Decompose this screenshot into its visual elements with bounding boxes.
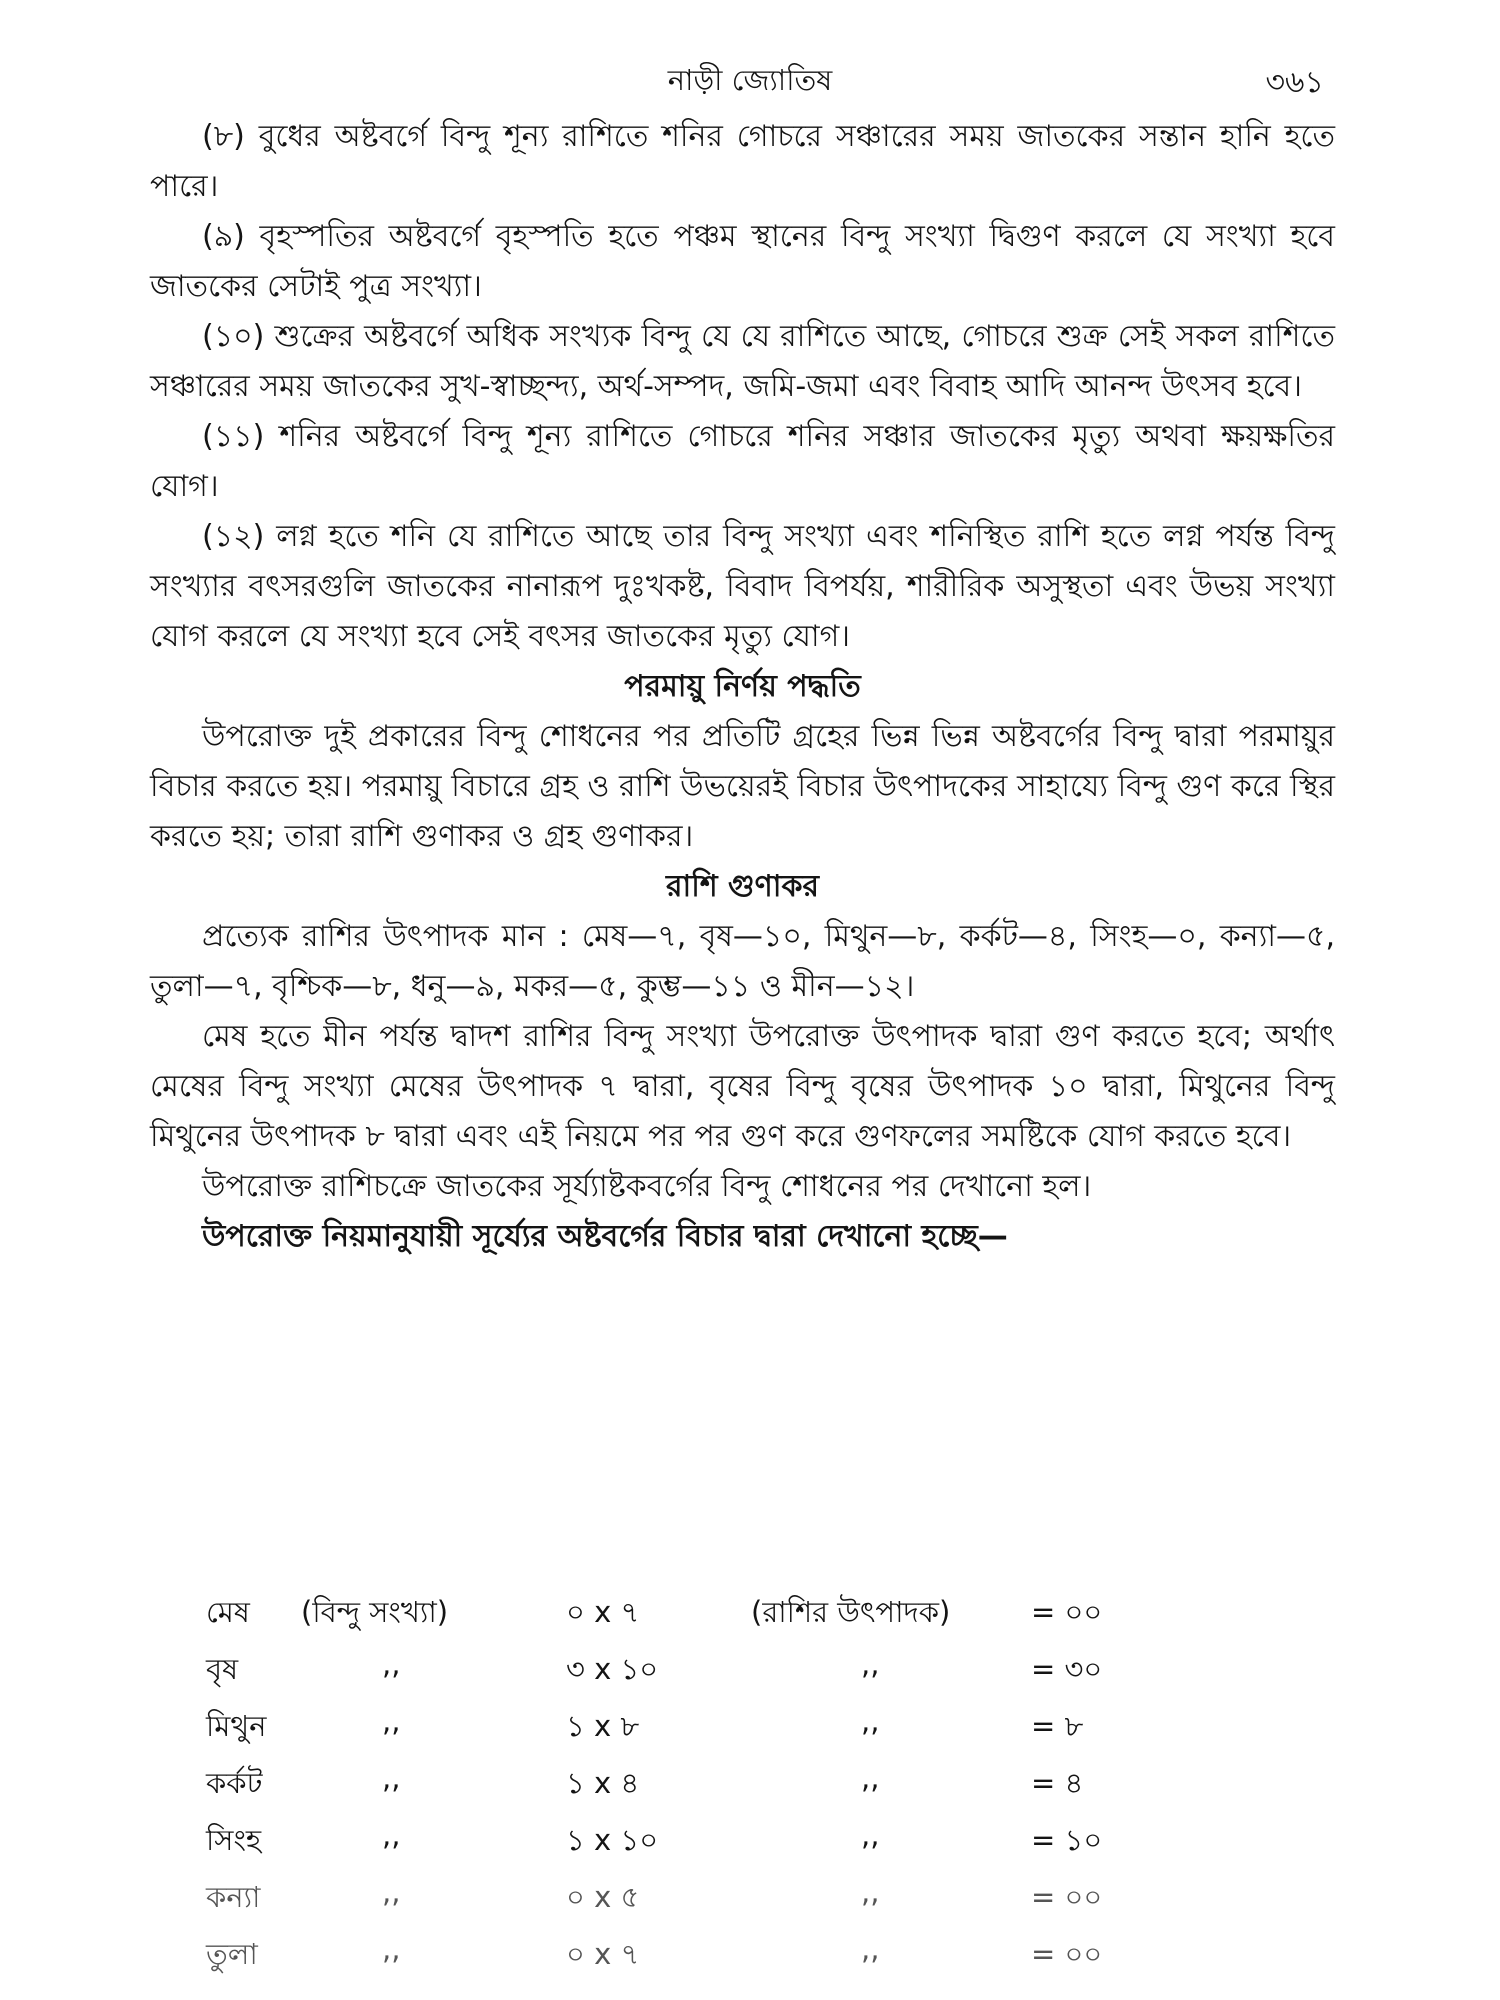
result-value: = ০০	[1031, 1595, 1103, 1629]
result-value: = ১০	[1031, 1823, 1103, 1857]
multiplication: ১ x ৮	[566, 1709, 640, 1743]
bindu-label: (বিন্দু সংখ্যা)	[301, 1595, 449, 1629]
rashi-name: কর্কট	[206, 1766, 263, 1800]
calc-row	[206, 1818, 1156, 1875]
ditto-mark: ,,	[382, 1818, 401, 1852]
multiplication: ০ x ৭	[566, 1937, 640, 1971]
paragraph-10: (১০) শুক্রের অষ্টবর্গে অধিক সংখ্যক বিন্দু যে যে রাশিতে আছে, গোচরে শুক্র সেই সকল রাশিতে সঞ্চারের সময় জাতকের সুখ-স্বাচ্ছন্দ্য, অর্থ-সম্পদ, জমি-জমা এবং বিবাহ আদি আনন্দ উৎসব হবে।	[150, 319, 1335, 404]
rashi-name: বৃষ	[206, 1652, 239, 1686]
paragraph-8: (৮) বুধের অষ্টবর্গে বিন্দু শূন্য রাশিতে শনির গোচরে সঞ্চারের সময় জাতকের সন্তান হানি হতে পারে।	[150, 119, 1335, 204]
result-value: = ৪	[1031, 1766, 1084, 1800]
ditto-mark: ,,	[382, 1647, 401, 1681]
calc-row	[206, 1875, 1156, 1932]
section-heading-paramayu: পরমায়ু নির্ণয় পদ্ধতি	[624, 669, 861, 704]
paragraph-9: (৯) বৃহস্পতির অষ্টবর্গে বৃহস্পতি হতে পঞ্চম স্থানের বিন্দু সংখ্যা দ্বিগুণ করলে যে সংখ্যা হবে জাতকের সেটাই পুত্র সংখ্যা।	[150, 219, 1335, 304]
ditto-mark: ,,	[382, 1761, 401, 1795]
paragraph-paramayu: উপরোক্ত দুই প্রকারের বিন্দু শোধনের পর প্রতিটি গ্রহের ভিন্ন ভিন্ন অষ্টবর্গের বিন্দু দ্বারা পরমায়ুর বিচার করতে হয়। পরমায়ু বিচারে গ্রহ ও রাশি উভয়েরই বিচার উৎপাদকের সাহায্যে বিন্দু গুণ করে স্থির করতে হয়; তারা রাশি গুণাকর ও গ্রহ গুণাকর।	[150, 719, 1335, 854]
calc-row	[206, 1704, 1156, 1761]
result-value: = ০০	[1031, 1937, 1103, 1971]
paragraph-multiply-rule: মেষ হতে মীন পর্যন্ত দ্বাদশ রাশির বিন্দু সংখ্যা উপরোক্ত উৎপাদক দ্বারা গুণ করতে হবে; অর্থাৎ মেষের বিন্দু সংখ্যা মেষের উৎপাদক ৭ দ্বারা, বৃষের বিন্দু বৃষের উৎপাদক ১০ দ্বারা, মিথুনের বিন্দু মিথুনের উৎপাদক ৮ দ্বারা এবং এই নিয়মে পর পর গুণ করে গুণফলের সমষ্টিকে যোগ করতে হবে।	[150, 1019, 1335, 1154]
calc-row	[206, 1932, 1156, 1989]
multiplication: ৩ x ১০	[566, 1652, 659, 1686]
calc-row	[206, 1761, 1156, 1818]
ditto-mark: ,,	[861, 1761, 880, 1795]
calc-row	[206, 1590, 1156, 1647]
ditto-mark: ,,	[382, 1875, 401, 1909]
paragraph-chart-note: উপরোক্ত রাশিচক্রে জাতকের সূর্য্যাষ্টকবর্গের বিন্দু শোধনের পর দেখানো হল।	[202, 1169, 1092, 1204]
ditto-mark: ,,	[382, 1704, 401, 1738]
rashi-name: তুলা	[206, 1937, 258, 1971]
factor-label: (রাশির উৎপাদক)	[751, 1595, 951, 1629]
paragraph-11: (১১) শনির অষ্টবর্গে বিন্দু শূন্য রাশিতে গোচরে শনির সঞ্চার জাতকের মৃত্যু অথবা ক্ষয়ক্ষতির যোগ।	[150, 419, 1335, 504]
multiplication: ০ x ৭	[566, 1595, 640, 1629]
running-title: নাড়ী জ্যোতিষ	[667, 63, 833, 97]
calc-lead-line: উপরোক্ত নিয়মানুযায়ী সূর্য্যের অষ্টবর্গের বিচার দ্বারা দেখানো হচ্ছে—	[202, 1219, 1008, 1254]
result-value: = ৩০	[1031, 1652, 1103, 1686]
ditto-mark: ,,	[861, 1704, 880, 1738]
rashi-name: মিথুন	[206, 1709, 267, 1743]
paragraph-rashi-factors: প্রত্যেক রাশির উৎপাদক মান : মেষ—৭, বৃষ—১০, মিথুন—৮, কর্কট—৪, সিংহ—০, কন্যা—৫, তুলা—৭, বৃশ্চিক—৮, ধনু—৯, মকর—৫, কুম্ভ—১১ ও মীন—১২।	[150, 919, 1335, 1004]
page-number: ৩৬১	[1265, 65, 1324, 100]
body-text	[150, 112, 1335, 1262]
multiplication: ১ x ১০	[566, 1823, 659, 1857]
rashi-name: কন্যা	[206, 1880, 261, 1914]
rashi-name: সিংহ	[206, 1823, 262, 1857]
ditto-mark: ,,	[382, 1932, 401, 1966]
rashi-name: মেষ	[206, 1595, 250, 1629]
result-value: = ৮	[1031, 1709, 1084, 1743]
multiplication: ১ x ৪	[566, 1766, 640, 1800]
ditto-mark: ,,	[861, 1875, 880, 1909]
ditto-mark: ,,	[861, 1647, 880, 1681]
ditto-mark: ,,	[861, 1932, 880, 1966]
paragraph-12: (১২) লগ্ন হতে শনি যে রাশিতে আছে তার বিন্দু সংখ্যা এবং শনিস্থিত রাশি হতে লগ্ন পর্যন্ত বিন্দু সংখ্যার বৎসরগুলি জাতকের নানারূপ দুঃখকষ্ট, বিবাদ বিপর্যয়, শারীরিক অসুস্থতা এবং উভয় সংখ্যা যোগ করলে যে সংখ্যা হবে সেই বৎসর জাতকের মৃত্যু যোগ।	[150, 519, 1335, 654]
ditto-mark: ,,	[861, 1818, 880, 1852]
calculation-table	[206, 1590, 1156, 1989]
multiplication: ০ x ৫	[566, 1880, 640, 1914]
calc-row	[206, 1647, 1156, 1704]
result-value: = ০০	[1031, 1880, 1103, 1914]
section-heading-rashi-gunakar: রাশি গুণাকর	[666, 869, 819, 904]
